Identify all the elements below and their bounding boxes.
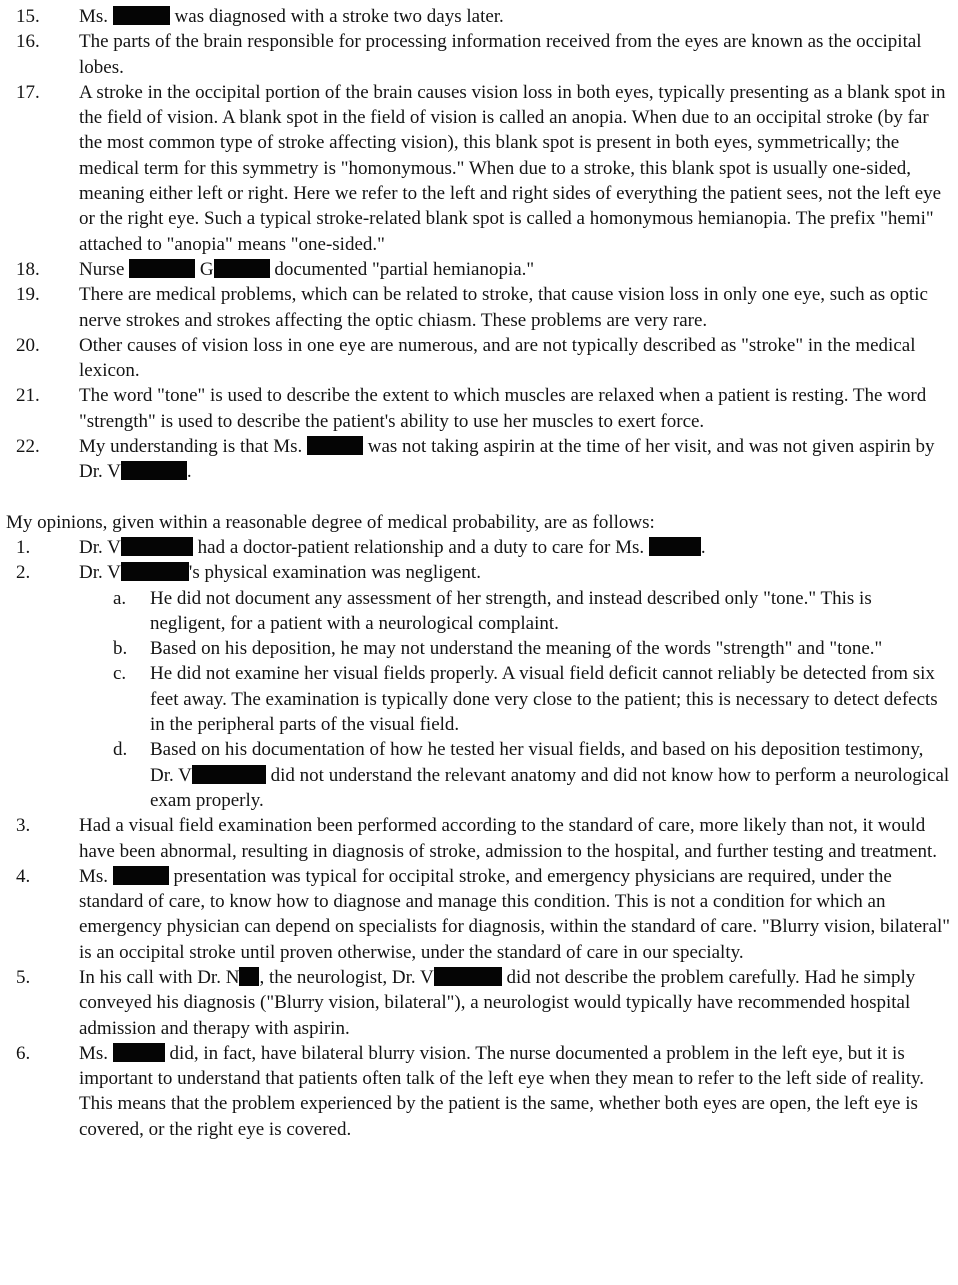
numbered-paragraph [0,282,958,333]
text-segment: In his call with Dr. N [79,966,240,988]
text-segment: Had a visual field examination been performed according to the standard of care, more likely than not, it would have been abnormal, resulting in diagnosis of stroke, admission to the hospital, and further testing and treatment. [79,815,937,862]
sub-paragraph-letter: c. [113,663,127,685]
text-segment: The parts of the brain responsible for processing information received from the eyes are known as the occipital lobes. [79,31,922,78]
redaction-block [121,537,193,556]
numbered-paragraph [0,434,958,485]
text-segment: . [186,461,192,483]
redaction-block [113,6,170,25]
redaction-block [307,436,363,455]
paragraph-number: 18. [16,258,40,280]
paragraph-number: 22. [16,436,40,458]
text-segment: had a doctor-patient relationship and a duty to care for Ms. [192,536,649,558]
text-segment: G [195,258,214,280]
paragraph-number: 15. [16,6,40,27]
redaction-block [239,967,259,986]
redaction-block [121,461,187,480]
numbered-paragraph [0,257,958,282]
text-segment: . [700,536,706,558]
numbered-paragraph [0,333,958,384]
numbered-paragraph [0,383,958,434]
text-segment: Ms. [79,6,113,27]
text-segment: There are medical problems, which can be related to stroke, that cause vision loss in only one eye, such as optic nerve strokes and strokes affecting the optic chiasm. These problems are very rare. [79,284,928,331]
text-segment: , the neurologist, Dr. V [259,966,434,988]
text-segment: did not describe the problem carefully. Had he simply conveyed his diagnosis ("Blurry vision, bilateral"), a neurologist would typically have recommended hospital admission and therapy with aspirin. [79,966,916,1039]
sub-paragraph-letter: d. [113,739,128,761]
numbered-paragraph [0,535,958,560]
text-segment: documented "partial hemianopia." [269,258,535,280]
facts-list [0,4,958,485]
text-segment: Based on his documentation of how he tested her visual fields, and based on his deposition testimony, Dr. V [150,739,924,786]
sub-paragraph [0,737,958,813]
redaction-block [434,967,502,986]
paragraph-number: 4. [16,865,31,887]
paragraph-number: 17. [16,81,40,103]
redaction-block [129,259,195,278]
redaction-block [121,562,189,581]
section-gap [0,485,958,510]
paragraph-number: 1. [16,536,31,558]
sub-paragraph-letter: b. [113,638,128,660]
text-segment: He did not document any assessment of her strength, and instead described only "tone." This is negligent, for a patient with a neurological complaint. [150,587,872,634]
opinions-intro: My opinions, given within a reasonable degree of medical probability, are as follows: [6,511,655,533]
text-segment: Ms. [79,865,113,887]
paragraph-number: 3. [16,815,31,837]
opinions-list [0,535,958,1142]
sub-paragraph [0,636,958,661]
text-segment: 's physical examination was negligent. [188,562,481,584]
redaction-block [192,765,266,784]
text-segment: did, in fact, have bilateral blurry vision. The nurse documented a problem in the left eye, but it is important to understand that patients often talk of the left eye when they mean to refer to the left side of reality. This means that the problem experienced by the patient is the same, whether both eyes are open, the left eye is covered, or the right eye is covered. [79,1042,925,1140]
text-segment: A stroke in the occipital portion of the brain causes vision loss in both eyes, typically presenting as a blank spot in the field of vision. A blank spot in the field of vision is called an anopia. When due to an occipital stroke (by far the most common type of stroke affecting vision), this blank spot is present in both eyes, symmetrically; the medical term for this symmetry is "homonymous." When due to a stroke, this blank spot is usually one-sided, meaning either left or right. Here we refer to the left and right sides of everything the patient sees, not the left eye or the right eye. Such a typical stroke-related blank spot is called a homonymous hemianopia. The prefix "hemi" attached to "anopia" means "one-sided." [79,81,946,255]
numbered-paragraph [0,4,958,29]
redaction-block [214,259,270,278]
text-segment: did not understand the relevant anatomy and did not know how to perform a neurological exam properly. [150,764,950,811]
numbered-paragraph [0,29,958,80]
numbered-paragraph [0,965,958,1041]
paragraph-number: 20. [16,334,40,356]
paragraph-number: 5. [16,966,31,988]
text-segment: Nurse [79,258,130,280]
paragraph-number: 16. [16,31,40,53]
text-segment: Other causes of vision loss in one eye are numerous, and are not typically described as "stroke" in the medical lexicon. [79,334,916,382]
sub-paragraph [0,661,958,737]
text-segment: was diagnosed with a stroke two days later. [169,6,504,27]
paragraph-number: 21. [16,385,40,407]
text-segment: Ms. [79,1042,113,1064]
text-segment: My understanding is that Ms. [79,436,307,458]
numbered-paragraph [0,80,958,257]
numbered-paragraph [0,1041,958,1142]
redaction-block [649,537,701,556]
sub-paragraph-letter: a. [113,587,127,609]
paragraph-number: 2. [16,562,31,584]
sub-paragraph [0,586,958,637]
paragraph-number: 19. [16,284,40,306]
numbered-paragraph [0,560,958,585]
text-segment: Based on his deposition, he may not understand the meaning of the words "strength" and "tone." [150,638,883,660]
text-segment: Dr. V [79,536,121,558]
document-page [0,4,958,1142]
text-segment: The word "tone" is used to describe the extent to which muscles are relaxed when a patient is resting. The word "strength" is used to describe the patient's ability to use her muscles to exert force. [79,385,927,432]
text-segment: Dr. V [79,562,121,584]
paragraph-number: 6. [16,1042,31,1064]
redaction-block [113,866,169,885]
text-segment: presentation was typical for occipital stroke, and emergency physicians are required, under the standard of care, to know how to diagnose and manage this condition. This is not a condition for which an emergency physician can depend on specialists for diagnosis, within the standard of care. "Blurry vision, bilateral" is an occipital stroke until proven otherwise, under the standard of care in our specialty. [79,865,950,963]
numbered-paragraph [0,864,958,965]
redaction-block [113,1043,165,1062]
text-segment: was not taking aspirin at the time of her visit, and was not given aspirin by Dr. V [79,436,935,483]
numbered-paragraph [0,813,958,864]
text-segment: He did not examine her visual fields properly. A visual field deficit cannot reliably be detected from six feet away. The examination is typically done very close to the patient; this is necessary to detect defects in the peripheral parts of the visual field. [150,663,938,736]
